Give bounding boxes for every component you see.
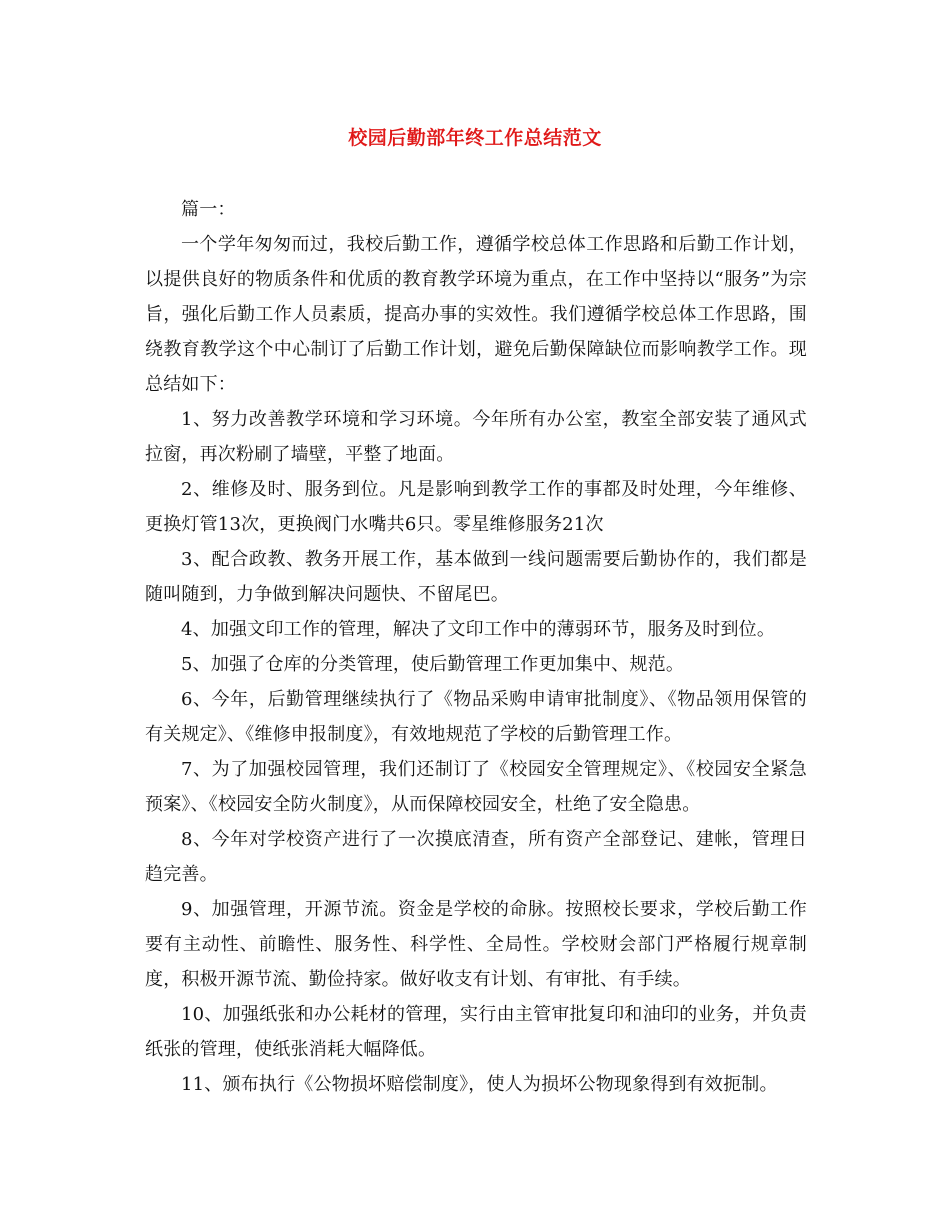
list-item-2: 2、维修及时、服务到位。凡是影响到教学工作的事都及时处理，今年维修、更换灯管13次，更换阀门水嘴共6只。零星维修服务21次 [145,479,807,535]
list-item-7: 7、为了加强校园管理，我们还制订了《校园安全管理规定》、《校园安全紧急预案》、《校园安全防火制度》，从而保障校园安全，杜绝了安全隐患。 [145,759,807,815]
list-item-8: 8、今年对学校资产进行了一次摸底清查，所有资产全部登记、建帐，管理日趋完善。 [145,829,807,885]
section-heading: 篇一： [181,199,236,220]
list-item-3: 3、配合政教、教务开展工作，基本做到一线问题需要后勤协作的，我们都是随叫随到，力争做到解决问题快、不留尾巴。 [145,549,807,605]
list-item-5: 5、加强了仓库的分类管理，使后勤管理工作更加集中、规范。 [181,654,685,675]
list-item-10: 10、加强纸张和办公耗材的管理，实行由主管审批复印和油印的业务，并负责纸张的管理，使纸张消耗大幅降低。 [145,1004,807,1060]
list-item-4: 4、加强文印工作的管理，解决了文印工作中的薄弱环节，服务及时到位。 [181,619,776,640]
list-item-1: 1、努力改善教学环境和学习环境。今年所有办公室，教室全部安装了通风式拉窗，再次粉刷了墙壁，平整了地面。 [145,409,807,465]
document-title: 校园后勤部年终工作总结范文 [348,127,602,149]
document-body [145,192,807,1102]
list-item-11: 11、颁布执行《公物损坏赔偿制度》，使人为损坏公物现象得到有效扼制。 [181,1074,778,1095]
list-item-9: 9、加强管理，开源节流。资金是学校的命脉。按照校长要求，学校后勤工作要有主动性、前瞻性、服务性、科学性、全局性。学校财会部门严格履行规章制度，积极开源节流、勤俭持家。做好收支有计划、有审批、有手续。 [145,899,807,990]
list-item-6: 6、今年，后勤管理继续执行了《物品采购申请审批制度》、《物品领用保管的有关规定》、《维修申报制度》，有效地规范了学校的后勤管理工作。 [145,689,807,745]
intro-paragraph: 一个学年匆匆而过，我校后勤工作，遵循学校总体工作思路和后勤工作计划，以提供良好的物质条件和优质的教育教学环境为重点，在工作中坚持以“服务”为宗旨，强化后勤工作人员素质，提高办事的实效性。我们遵循学校总体工作思路，围绕教育教学这个中心制订了后勤工作计划，避免后勤保障缺位而影响教学工作。现总结如下： [145,234,807,395]
